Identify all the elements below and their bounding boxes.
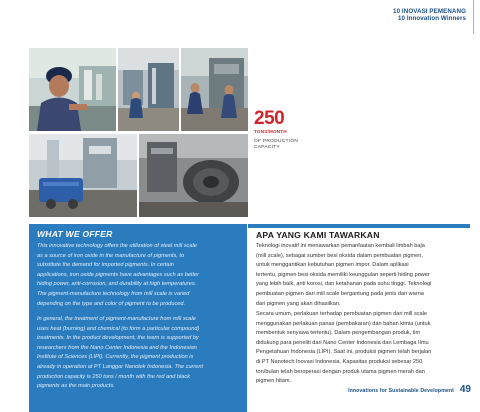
capacity-number: 250 [254, 108, 285, 129]
apa-p1-line: Teknologi inovatif ini menawarkan pemanfaatan kembali limbah baja [256, 243, 425, 249]
photo-two-workers [181, 48, 248, 131]
apa-p2-line: Pengetahuan Indonesia (LIPI). Saat ini, produksi pigmen telah berjalan [256, 349, 432, 356]
header-line-2: 10 Innovation Winners [397, 15, 466, 23]
photo-machinery [139, 134, 248, 217]
apa-p1-line: pembuatan pigmen dari mill scale bergantung pada jenis dan warna [256, 290, 424, 297]
offer-p2-line: pigments as the main products. [37, 383, 115, 390]
page-header [393, 8, 466, 23]
apa-p2-line: ton/bulan telah beroperasi dengan produk utama pigmen merah dan [256, 368, 425, 375]
apa-p2-line: membentuk senyawa tertentu). Dalam pengembangan produk, tim [256, 330, 421, 337]
apa-p2-line: didukung para peneliti dari Nano Center Indonesia dan Lembaga Ilmu [256, 339, 429, 346]
apa-p2-line: menggunakan perlakuan panas (pembakaran) dan bahan kimia (untuk [256, 320, 431, 327]
apa-p1-line: dari pigmen yang akan dihasilkan. [256, 300, 341, 307]
offer-p1-line: hiding power, anti-corrosion, and durability at high temperatures. [37, 281, 197, 288]
apa-p1-line: (mill scale), sebagai sumber besi oksida dalam pembuatan pigmen, [256, 252, 423, 259]
offer-p1-line: applications, iron oxide pigments have advantages such as better [37, 271, 200, 278]
apa-p2-line: pigmen hitam. [256, 378, 292, 385]
offer-title: WHAT WE OFFER [37, 229, 113, 239]
offer-p2-line: uses heat (burning) and chemical (to form a particular compound) [37, 325, 200, 332]
offer-p1-line: substitute the demand for imported pigments. In certain [37, 262, 174, 269]
apa-paragraph-2 [256, 310, 456, 387]
capacity-stat [254, 109, 287, 135]
apa-title: APA YANG KAMI TAWARKAN [256, 230, 380, 240]
offer-p2-line: production capacity is 250 tons / month with the red and black [37, 373, 190, 380]
offer-p2-line: treatments. In the product development, the team is supported by [37, 335, 199, 342]
apa-p2-line: di PT Nanotech Inovasi Indonesia. Kapasitas produksi sebesar 250 [256, 358, 423, 365]
apa-paragraph-1 [256, 242, 456, 309]
apa-p1-line: yang lebih baik, anti korosi, dan ketahanan pada suhu tinggi. Teknologi [256, 281, 432, 288]
photo-grid [29, 48, 248, 217]
offer-p1-line: as a source of iron oxide in the manufacture of pigments, to [37, 252, 185, 259]
capacity-caption-line-1: OF PRODUCTION [254, 139, 299, 144]
offer-p1-line: The pigment-manufacture technology from mill scale is varied [37, 290, 190, 297]
offer-paragraph-1 [37, 242, 242, 309]
section-rule [248, 224, 470, 228]
page-number: 49 [459, 384, 471, 395]
capacity-caption [254, 139, 298, 151]
offer-p2-line: In general, the treatment of pigment-manufacture from mill scale [37, 316, 196, 322]
photo-lab-worker [29, 48, 116, 131]
offer-p1-line: depending on the type and color of pigment to be produced. [37, 300, 186, 307]
footer-text: Innovations for Sustainable Development [348, 388, 454, 394]
capacity-caption-line-2: CAPACITY [254, 145, 281, 150]
header-rule [473, 0, 474, 34]
apa-p2-line: Secara umum, perlakuan terhadap pembuatan pigmen dari mill scale [256, 311, 428, 317]
offer-p2-line: Institute of Sciences (LIPI). Currently, the pigment production is [37, 354, 194, 361]
apa-p1-line: tertentu, pigmen besi oksida memiliki keunggulan seperti hiding power [256, 271, 430, 278]
offer-p2-line: researchers from the Nano Center Indonesia and the Indonesian [37, 344, 197, 351]
apa-p1-line: untuk menggantikan kebutuhan pigmen impor. Dalam aplikasi [256, 262, 409, 269]
offer-p2-line: already in operation at PT Langgar Nanotek Indonesia. The current [37, 363, 204, 370]
offer-p1-line: This innovative technology offers the utilization of steel mill scale [37, 243, 197, 249]
offer-paragraph-2 [37, 315, 242, 392]
header-line-1: 10 INOVASI PEMENANG [393, 8, 466, 15]
capacity-unit: TONS/MONTH [254, 129, 287, 134]
photo-factory-floor [118, 48, 179, 131]
photo-blue-equipment [29, 134, 137, 217]
